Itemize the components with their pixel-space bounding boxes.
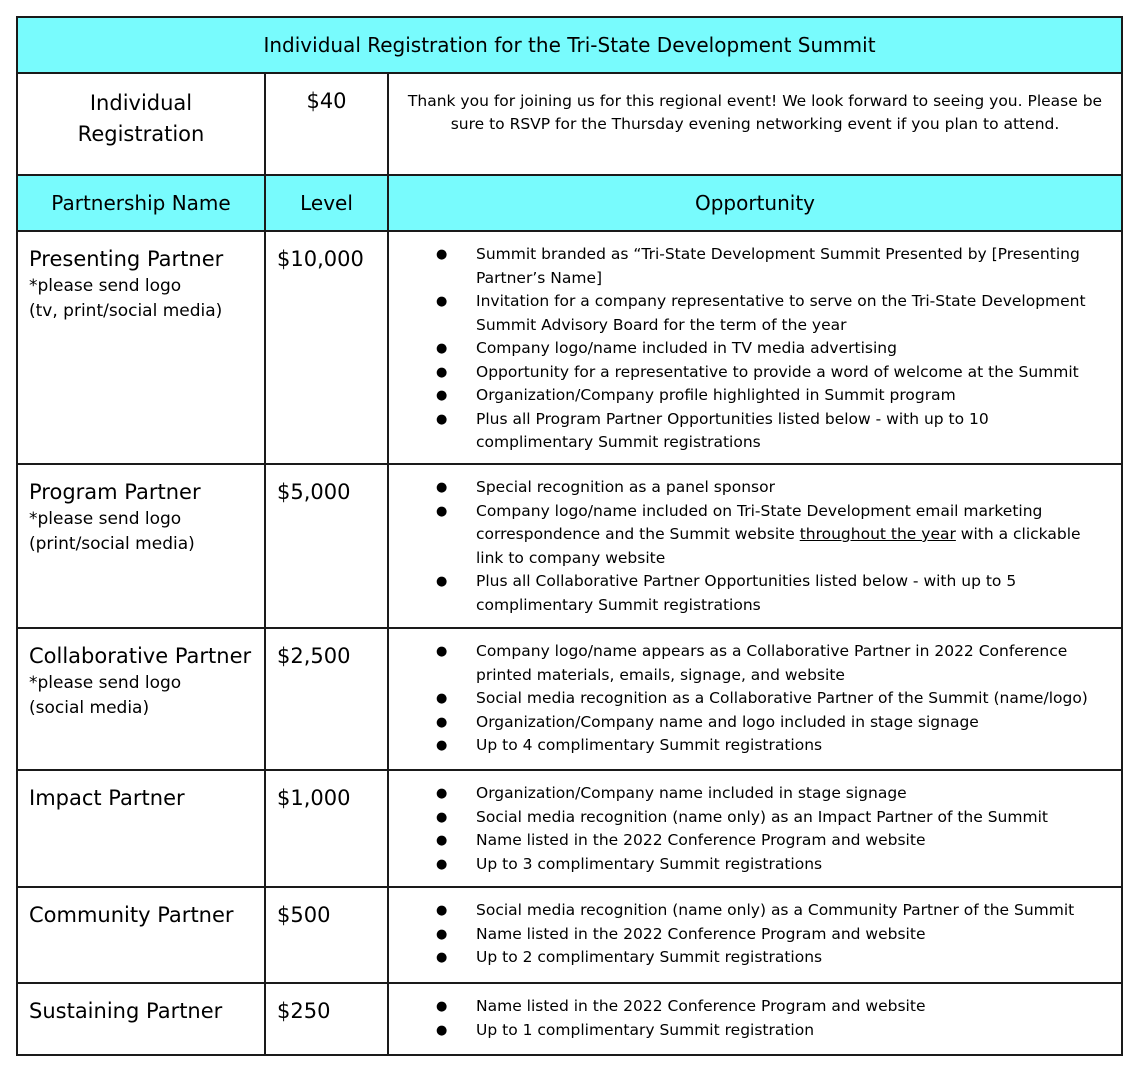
- opportunity-item: [389, 337, 1101, 361]
- header-partnership-name: Partnership Name: [17, 175, 265, 231]
- partner-name: Impact Partner: [29, 786, 185, 810]
- opportunity-text: Company logo/name included in TV media advertising: [476, 339, 897, 357]
- opportunity-text: Name listed in the 2022 Conference Program and website: [476, 997, 926, 1015]
- partner-level: $250: [265, 983, 388, 1055]
- bullet-icon: ●: [436, 738, 448, 753]
- partner-row: [17, 983, 1122, 1055]
- opportunity-text: Social media recognition (name only) as a Community Partner of the Summit: [476, 901, 1075, 919]
- opportunity-text: Up to 1 complimentary Summit registration: [476, 1020, 815, 1039]
- opportunity-item: [389, 476, 1101, 500]
- partner-level: $1,000: [265, 770, 388, 887]
- bullet-icon: ●: [436, 926, 448, 942]
- partnership-table-body: [17, 17, 1122, 1055]
- opportunity-list: [389, 640, 1101, 758]
- bullet-icon: ●: [436, 341, 448, 356]
- registration-name-cell: [17, 73, 265, 175]
- partner-opportunities: [388, 464, 1122, 628]
- partner-opportunities: [388, 628, 1122, 770]
- opportunity-item: [389, 829, 1101, 853]
- partner-logo-note: (print/social media): [29, 534, 195, 554]
- bullet-icon: ●: [436, 480, 448, 495]
- opportunity-item: [389, 734, 1101, 758]
- partner-row: [17, 628, 1122, 770]
- bullet-icon: ●: [436, 247, 448, 262]
- opportunity-item: [389, 640, 1101, 687]
- opportunity-item: [389, 899, 1101, 923]
- registration-note: Thank you for joining us for this regional event! We look forward to seeing you. Please be sure to RSVP for the Thursday evening networking event if you plan to attend.: [388, 73, 1122, 175]
- bullet-icon: ●: [436, 644, 448, 659]
- header-opportunity: Opportunity: [388, 175, 1122, 231]
- opportunity-text: Name listed in the 2022 Conference Program and website: [476, 831, 926, 849]
- opportunity-text: Company logo/name appears as a Collaborative Partner in 2022 Conference printed materials, emails, signage, and website: [476, 642, 1068, 684]
- bullet-icon: ●: [436, 364, 448, 380]
- table-title: Individual Registration for the Tri-State Development Summit: [17, 17, 1122, 73]
- partner-level: $2,500: [265, 628, 388, 770]
- opportunity-text: Organization/Company name and logo included in stage signage: [476, 712, 979, 731]
- opportunity-text: Plus all Collaborative Partner Opportunities listed below - with up to 5 complimentary Summit registrations: [476, 572, 1017, 614]
- partner-row: [17, 231, 1122, 464]
- header-row: [17, 175, 1122, 231]
- bullet-icon: ●: [436, 294, 448, 309]
- opportunity-item: [389, 853, 1101, 877]
- partner-name: Community Partner: [29, 903, 234, 927]
- opportunity-item: [389, 711, 1101, 735]
- opportunity-item: [389, 570, 1101, 617]
- bullet-icon: ●: [436, 574, 448, 589]
- partner-level: $5,000: [265, 464, 388, 628]
- opportunity-text: Organization/Company profile highlighted in Summit program: [476, 386, 956, 404]
- opportunity-list: [389, 899, 1101, 970]
- bullet-icon: ●: [436, 714, 448, 730]
- partner-opportunities: [388, 983, 1122, 1055]
- opportunity-item: [389, 923, 1101, 947]
- bullet-icon: ●: [436, 503, 448, 519]
- partner-name-cell: [17, 464, 265, 628]
- opportunity-list: [389, 243, 1101, 455]
- opportunity-underlined-text: throughout the year: [799, 525, 956, 543]
- partner-opportunities: [388, 887, 1122, 983]
- opportunity-text: Up to 4 complimentary Summit registrations: [476, 736, 823, 754]
- opportunity-list: [389, 995, 1101, 1042]
- bullet-icon: ●: [436, 809, 448, 825]
- opportunity-text: Invitation for a company representative to serve on the Tri-State Development Summit Advisory Board for the term of the year: [476, 292, 1086, 334]
- header-level: Level: [265, 175, 388, 231]
- opportunity-item: [389, 687, 1101, 711]
- opportunity-text: Name listed in the 2022 Conference Program and website: [476, 924, 926, 943]
- opportunity-item: [389, 408, 1101, 455]
- registration-row: [17, 73, 1122, 175]
- partnership-table: [16, 16, 1123, 1056]
- bullet-icon: ●: [436, 388, 448, 403]
- opportunity-text: Special recognition as a panel sponsor: [476, 478, 775, 496]
- opportunity-item: [389, 384, 1101, 408]
- opportunity-list: [389, 476, 1101, 617]
- bullet-icon: ●: [436, 999, 448, 1014]
- partner-level: $500: [265, 887, 388, 983]
- partner-logo-note: *please send logo: [29, 509, 182, 529]
- opportunity-text: Social media recognition (name only) as an Impact Partner of the Summit: [476, 807, 1048, 826]
- opportunity-item: [389, 290, 1101, 337]
- bullet-icon: ●: [436, 786, 448, 801]
- opportunity-text: Up to 3 complimentary Summit registrations: [476, 854, 823, 873]
- opportunity-item: [389, 806, 1101, 830]
- opportunity-item: [389, 782, 1101, 806]
- partner-logo-note: *please send logo: [29, 673, 182, 693]
- partner-logo-note: (social media): [29, 698, 150, 718]
- opportunity-item: [389, 995, 1101, 1019]
- bullet-icon: ●: [436, 833, 448, 848]
- title-row: [17, 17, 1122, 73]
- partner-row: [17, 770, 1122, 887]
- bullet-icon: ●: [436, 950, 448, 965]
- bullet-icon: ●: [436, 856, 448, 872]
- opportunity-item: [389, 946, 1101, 970]
- partner-name-cell: [17, 231, 265, 464]
- opportunity-text: Organization/Company name included in stage signage: [476, 784, 907, 802]
- registration-name-line2: Registration: [77, 122, 205, 146]
- bullet-icon: ●: [436, 1022, 448, 1038]
- partner-row: [17, 464, 1122, 628]
- partner-opportunities: [388, 770, 1122, 887]
- partner-name: Program Partner: [29, 480, 201, 504]
- opportunity-text: Company logo/name included on Tri-State Development email marketing correspondence and the Summit website: [476, 501, 1043, 543]
- partner-level: $10,000: [265, 231, 388, 464]
- opportunity-text: Social media recognition as a Collaborative Partner of the Summit (name/logo): [476, 689, 1088, 707]
- partner-row: [17, 887, 1122, 983]
- opportunity-text: Up to 2 complimentary Summit registrations: [476, 948, 823, 966]
- opportunity-text: Plus all Program Partner Opportunities listed below - with up to 10 complimentary Summit registrations: [476, 409, 989, 451]
- bullet-icon: ●: [436, 691, 448, 706]
- bullet-icon: ●: [436, 411, 448, 427]
- opportunity-text: Summit branded as “Tri-State Development Summit Presented by [Presenting Partner’s Name]: [476, 245, 1080, 287]
- opportunity-list: [389, 782, 1101, 876]
- partner-name: Collaborative Partner: [29, 644, 252, 668]
- partner-name: Presenting Partner: [29, 247, 224, 271]
- partner-name-cell: [17, 770, 265, 887]
- registration-price: $40: [265, 73, 388, 175]
- bullet-icon: ●: [436, 903, 448, 918]
- partner-name: Sustaining Partner: [29, 999, 223, 1023]
- opportunity-item: [389, 500, 1101, 571]
- opportunity-item: [389, 361, 1101, 385]
- opportunity-text: Opportunity for a representative to provide a word of welcome at the Summit: [476, 362, 1079, 381]
- partner-logo-note: (tv, print/social media): [29, 301, 223, 321]
- partner-opportunities: [388, 231, 1122, 464]
- partner-name-cell: [17, 887, 265, 983]
- registration-name-line1: Individual: [89, 91, 193, 115]
- opportunity-text: with a clickable link to company website: [476, 525, 1081, 567]
- partner-name-cell: [17, 983, 265, 1055]
- opportunity-item: [389, 1019, 1101, 1043]
- partner-logo-note: *please send logo: [29, 276, 182, 296]
- opportunity-item: [389, 243, 1101, 290]
- partner-name-cell: [17, 628, 265, 770]
